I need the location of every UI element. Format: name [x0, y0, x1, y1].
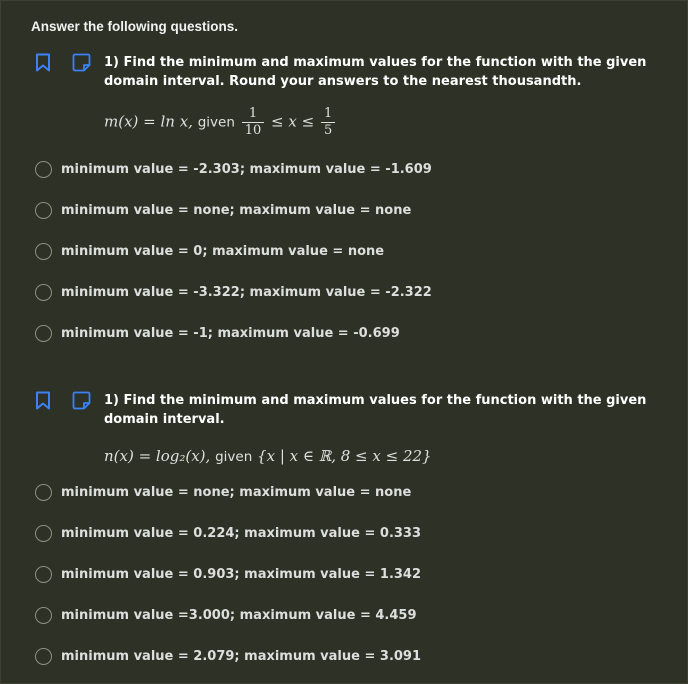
- formula-lhs: m(x) = ln x,: [104, 112, 193, 131]
- q2-option-2[interactable]: [35, 525, 421, 542]
- fraction-lower: [242, 106, 265, 139]
- radio-button[interactable]: [35, 161, 52, 178]
- q1-option-1[interactable]: [35, 161, 432, 178]
- note-icon[interactable]: [72, 53, 91, 72]
- q2-option-3[interactable]: [35, 566, 421, 583]
- q1-option-2[interactable]: [35, 202, 411, 219]
- q2-option-1[interactable]: [35, 484, 411, 501]
- question-1-formula: [104, 106, 337, 139]
- option-label: minimum value = -1; maximum value = -0.699: [61, 326, 400, 341]
- radio-button[interactable]: [35, 607, 52, 624]
- fraction-upper-numerator: 1: [321, 106, 335, 123]
- radio-button[interactable]: [35, 243, 52, 260]
- note-icon[interactable]: [72, 391, 91, 410]
- q2-option-5[interactable]: [35, 648, 421, 665]
- option-label: minimum value =3.000; maximum value = 4.459: [61, 608, 417, 623]
- page-header: Answer the following questions.: [31, 19, 239, 34]
- radio-button[interactable]: [35, 202, 52, 219]
- radio-button[interactable]: [35, 648, 52, 665]
- option-label: minimum value = -3.322; maximum value = -2.322: [61, 285, 432, 300]
- question-2-icons: [35, 391, 91, 410]
- radio-button[interactable]: [35, 525, 52, 542]
- option-label: minimum value = 0; maximum value = none: [61, 244, 385, 259]
- question-1-icons: [35, 53, 91, 72]
- radio-button[interactable]: [35, 484, 52, 501]
- radio-button[interactable]: [35, 325, 52, 342]
- question-1-text: 1) Find the minimum and maximum values for the function with the given domain interval. Round your answers to the nearest thousandth.: [104, 55, 647, 89]
- formula-given: given: [197, 114, 235, 131]
- formula-lhs: n(x) = log₂(x),: [104, 447, 211, 465]
- q1-option-5[interactable]: [35, 325, 400, 342]
- question-2-text: 1) Find the minimum and maximum values for the function with the given domain interval.: [104, 393, 647, 427]
- fraction-lower-denominator: 10: [244, 123, 262, 138]
- q1-option-3[interactable]: [35, 243, 384, 260]
- formula-inequality: ≤ x ≤: [271, 112, 315, 131]
- bookmark-icon[interactable]: [35, 391, 51, 410]
- option-label: minimum value = none; maximum value = none: [61, 485, 412, 500]
- radio-button[interactable]: [35, 284, 52, 301]
- option-label: minimum value = -2.303; maximum value = -1.609: [61, 162, 432, 177]
- fraction-upper-denominator: 5: [323, 123, 333, 138]
- option-label: minimum value = none; maximum value = none: [61, 203, 412, 218]
- formula-set: {x | x ∈ ℝ, 8 ≤ x ≤ 22}: [257, 447, 432, 465]
- bookmark-icon[interactable]: [35, 53, 51, 72]
- fraction-lower-numerator: 1: [242, 106, 265, 123]
- radio-button[interactable]: [35, 566, 52, 583]
- option-label: minimum value = 2.079; maximum value = 3.091: [61, 649, 422, 664]
- q1-option-4[interactable]: [35, 284, 432, 301]
- option-label: minimum value = 0.224; maximum value = 0.333: [61, 526, 422, 541]
- option-label: minimum value = 0.903; maximum value = 1.342: [61, 567, 422, 582]
- question-2-formula: [104, 447, 432, 465]
- formula-given: given: [215, 449, 253, 465]
- q2-option-4[interactable]: [35, 607, 417, 624]
- fraction-upper: [321, 106, 335, 139]
